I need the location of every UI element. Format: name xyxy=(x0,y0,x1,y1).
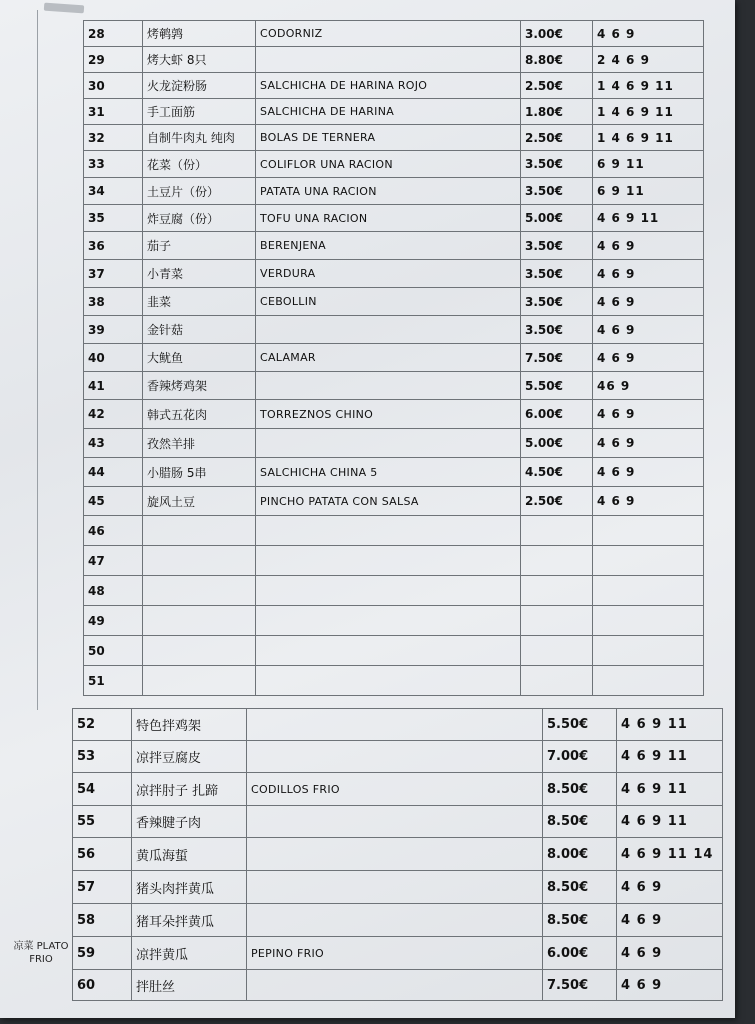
item-number: 28 xyxy=(84,21,143,47)
item-number: 54 xyxy=(73,773,132,806)
item-price: 3.50€ xyxy=(521,316,593,344)
section-label-plato-frio: 凉菜 PLATO FRIO xyxy=(13,941,69,965)
menu-row xyxy=(73,937,723,970)
item-name-chinese: 旋风土豆 xyxy=(143,487,256,516)
item-name-chinese xyxy=(143,636,256,666)
item-name-chinese: 手工面筋 xyxy=(143,99,256,125)
item-days: 1 4 6 9 11 xyxy=(593,73,704,99)
item-number: 31 xyxy=(84,99,143,125)
item-name-spanish: BERENJENA xyxy=(256,232,521,260)
item-name-chinese: 猪耳朵拌黄瓜 xyxy=(132,904,247,937)
item-days: 4 6 9 xyxy=(617,904,723,937)
item-days: 46 9 xyxy=(593,372,704,400)
item-number: 34 xyxy=(84,178,143,205)
item-number: 35 xyxy=(84,205,143,232)
menu-row xyxy=(84,458,704,487)
item-days xyxy=(593,516,704,546)
item-price xyxy=(521,546,593,576)
item-days xyxy=(593,546,704,576)
item-days: 4 6 9 xyxy=(593,260,704,288)
menu-row xyxy=(84,576,704,606)
menu-row xyxy=(73,741,723,773)
item-number: 29 xyxy=(84,47,143,73)
item-price: 8.50€ xyxy=(543,904,617,937)
item-number: 39 xyxy=(84,316,143,344)
item-price: 4.50€ xyxy=(521,458,593,487)
item-price xyxy=(521,516,593,546)
item-number: 56 xyxy=(73,838,132,871)
item-name-spanish: SALCHICHA DE HARINA ROJO xyxy=(256,73,521,99)
item-number: 48 xyxy=(84,576,143,606)
menu-row xyxy=(84,372,704,400)
item-name-spanish xyxy=(247,741,543,773)
menu-row xyxy=(73,806,723,838)
item-name-chinese xyxy=(143,546,256,576)
menu-row xyxy=(84,316,704,344)
item-days: 4 6 9 xyxy=(593,400,704,429)
item-name-spanish: SALCHICHA CHINA 5 xyxy=(256,458,521,487)
item-name-chinese: 香辣烤鸡架 xyxy=(143,372,256,400)
menu-table-hot xyxy=(83,20,704,696)
item-days xyxy=(593,606,704,636)
item-price: 5.50€ xyxy=(521,372,593,400)
item-price: 2.50€ xyxy=(521,125,593,151)
item-number: 42 xyxy=(84,400,143,429)
item-name-spanish xyxy=(256,666,521,696)
item-number: 45 xyxy=(84,487,143,516)
item-days: 4 6 9 11 xyxy=(593,205,704,232)
item-name-chinese xyxy=(143,666,256,696)
menu-row xyxy=(84,205,704,232)
item-number: 40 xyxy=(84,344,143,372)
item-days: 4 6 9 11 xyxy=(617,806,723,838)
item-price xyxy=(521,576,593,606)
item-number: 53 xyxy=(73,741,132,773)
item-name-spanish: CODILLOS FRIO xyxy=(247,773,543,806)
item-price: 3.50€ xyxy=(521,260,593,288)
item-name-spanish: CEBOLLIN xyxy=(256,288,521,316)
item-name-spanish xyxy=(256,429,521,458)
item-days: 4 6 9 xyxy=(593,288,704,316)
menu-row xyxy=(84,73,704,99)
item-days xyxy=(593,666,704,696)
menu-row xyxy=(84,546,704,576)
menu-row xyxy=(84,47,704,73)
item-name-chinese: 炸豆腐（份） xyxy=(143,205,256,232)
item-price xyxy=(521,606,593,636)
item-name-spanish: CODORNIZ xyxy=(256,21,521,47)
item-price: 3.00€ xyxy=(521,21,593,47)
item-name-chinese: 金针菇 xyxy=(143,316,256,344)
menu-row xyxy=(84,666,704,696)
menu-row xyxy=(84,151,704,178)
item-name-chinese: 小青菜 xyxy=(143,260,256,288)
item-name-spanish: VERDURA xyxy=(256,260,521,288)
item-name-chinese xyxy=(143,606,256,636)
menu-row xyxy=(84,516,704,546)
menu-row xyxy=(73,871,723,904)
menu-row xyxy=(84,344,704,372)
item-name-spanish xyxy=(247,806,543,838)
menu-row xyxy=(84,178,704,205)
item-name-chinese: 凉拌豆腐皮 xyxy=(132,741,247,773)
item-days: 4 6 9 xyxy=(593,316,704,344)
item-number: 43 xyxy=(84,429,143,458)
item-days: 4 6 9 xyxy=(593,344,704,372)
item-name-chinese: 花菜（份） xyxy=(143,151,256,178)
item-price xyxy=(521,636,593,666)
item-name-chinese: 烤鹌鹑 xyxy=(143,21,256,47)
menu-row xyxy=(84,288,704,316)
item-days: 4 6 9 xyxy=(617,871,723,904)
item-days: 4 6 9 11 xyxy=(617,741,723,773)
item-name-chinese xyxy=(143,516,256,546)
menu-row xyxy=(73,904,723,937)
menu-table-cold xyxy=(72,708,723,1001)
item-number: 49 xyxy=(84,606,143,636)
item-days: 4 6 9 11 xyxy=(617,709,723,741)
item-name-spanish xyxy=(247,838,543,871)
item-price: 7.50€ xyxy=(543,970,617,1001)
item-number: 57 xyxy=(73,871,132,904)
item-days: 4 6 9 xyxy=(617,970,723,1001)
item-days: 4 6 9 xyxy=(593,232,704,260)
item-name-spanish xyxy=(247,871,543,904)
item-price: 3.50€ xyxy=(521,232,593,260)
item-name-spanish xyxy=(256,47,521,73)
item-name-chinese: 凉拌肘子 扎蹄 xyxy=(132,773,247,806)
item-number: 51 xyxy=(84,666,143,696)
menu-row xyxy=(84,260,704,288)
item-days: 4 6 9 xyxy=(617,937,723,970)
item-name-spanish xyxy=(256,372,521,400)
item-price: 2.50€ xyxy=(521,487,593,516)
item-number: 47 xyxy=(84,546,143,576)
item-days: 6 9 11 xyxy=(593,178,704,205)
menu-row xyxy=(84,232,704,260)
item-name-spanish xyxy=(247,709,543,741)
item-price: 1.80€ xyxy=(521,99,593,125)
item-days xyxy=(593,636,704,666)
item-number: 38 xyxy=(84,288,143,316)
item-name-chinese: 火龙淀粉肠 xyxy=(143,73,256,99)
item-name-chinese: 黄瓜海蜇 xyxy=(132,838,247,871)
item-days: 6 9 11 xyxy=(593,151,704,178)
item-price: 3.50€ xyxy=(521,151,593,178)
item-price: 7.50€ xyxy=(521,344,593,372)
item-days: 4 6 9 xyxy=(593,429,704,458)
item-name-chinese: 茄子 xyxy=(143,232,256,260)
item-price: 5.00€ xyxy=(521,205,593,232)
item-name-spanish: TOFU UNA RACION xyxy=(256,205,521,232)
item-number: 55 xyxy=(73,806,132,838)
paper-clip xyxy=(44,3,84,14)
item-name-chinese: 烤大虾 8只 xyxy=(143,47,256,73)
item-number: 52 xyxy=(73,709,132,741)
item-days: 1 4 6 9 11 xyxy=(593,99,704,125)
item-number: 46 xyxy=(84,516,143,546)
item-price: 2.50€ xyxy=(521,73,593,99)
item-name-spanish: CALAMAR xyxy=(256,344,521,372)
item-name-spanish xyxy=(256,546,521,576)
item-days: 4 6 9 11 14 xyxy=(617,838,723,871)
item-name-spanish: COLIFLOR UNA RACION xyxy=(256,151,521,178)
menu-row xyxy=(84,636,704,666)
item-name-chinese: 自制牛肉丸 纯肉 xyxy=(143,125,256,151)
item-name-spanish: PINCHO PATATA CON SALSA xyxy=(256,487,521,516)
item-name-spanish xyxy=(256,576,521,606)
item-price: 8.80€ xyxy=(521,47,593,73)
item-days: 1 4 6 9 11 xyxy=(593,125,704,151)
item-name-spanish xyxy=(247,970,543,1001)
item-number: 36 xyxy=(84,232,143,260)
item-name-spanish: TORREZNOS CHINO xyxy=(256,400,521,429)
item-name-chinese: 韭菜 xyxy=(143,288,256,316)
item-name-chinese: 凉拌黄瓜 xyxy=(132,937,247,970)
item-price: 5.50€ xyxy=(543,709,617,741)
item-days: 4 6 9 xyxy=(593,21,704,47)
item-name-spanish xyxy=(256,606,521,636)
item-name-chinese: 特色拌鸡架 xyxy=(132,709,247,741)
item-name-spanish: PATATA UNA RACION xyxy=(256,178,521,205)
menu-row xyxy=(73,838,723,871)
item-name-chinese: 香辣腱子肉 xyxy=(132,806,247,838)
item-number: 60 xyxy=(73,970,132,1001)
menu-row xyxy=(84,487,704,516)
item-number: 50 xyxy=(84,636,143,666)
menu-row xyxy=(84,99,704,125)
item-name-spanish xyxy=(247,904,543,937)
item-name-chinese: 土豆片（份） xyxy=(143,178,256,205)
item-name-chinese: 韩式五花肉 xyxy=(143,400,256,429)
item-price: 8.50€ xyxy=(543,871,617,904)
menu-row xyxy=(73,970,723,1001)
item-days: 4 6 9 xyxy=(593,458,704,487)
item-number: 37 xyxy=(84,260,143,288)
menu-row xyxy=(73,709,723,741)
item-number: 32 xyxy=(84,125,143,151)
item-price: 8.50€ xyxy=(543,773,617,806)
menu-row xyxy=(73,773,723,806)
item-days: 4 6 9 xyxy=(593,487,704,516)
item-days: 4 6 9 11 xyxy=(617,773,723,806)
item-name-chinese: 拌肚丝 xyxy=(132,970,247,1001)
item-price: 8.50€ xyxy=(543,806,617,838)
item-name-chinese: 小腊肠 5串 xyxy=(143,458,256,487)
menu-row xyxy=(84,21,704,47)
item-name-spanish xyxy=(256,516,521,546)
item-price: 5.00€ xyxy=(521,429,593,458)
item-name-spanish: BOLAS DE TERNERA xyxy=(256,125,521,151)
item-name-spanish xyxy=(256,636,521,666)
item-price: 6.00€ xyxy=(543,937,617,970)
item-name-chinese: 猪头肉拌黄瓜 xyxy=(132,871,247,904)
item-days xyxy=(593,576,704,606)
item-name-chinese: 孜然羊排 xyxy=(143,429,256,458)
menu-row xyxy=(84,429,704,458)
item-number: 30 xyxy=(84,73,143,99)
item-price xyxy=(521,666,593,696)
menu-row xyxy=(84,400,704,429)
item-days: 2 4 6 9 xyxy=(593,47,704,73)
item-price: 7.00€ xyxy=(543,741,617,773)
item-number: 44 xyxy=(84,458,143,487)
item-price: 8.00€ xyxy=(543,838,617,871)
item-name-spanish xyxy=(256,316,521,344)
item-name-chinese xyxy=(143,576,256,606)
item-price: 6.00€ xyxy=(521,400,593,429)
item-name-spanish: PEPINO FRIO xyxy=(247,937,543,970)
item-price: 3.50€ xyxy=(521,288,593,316)
menu-row xyxy=(84,606,704,636)
item-name-chinese: 大鱿鱼 xyxy=(143,344,256,372)
item-number: 41 xyxy=(84,372,143,400)
margin-line xyxy=(37,10,38,710)
item-number: 33 xyxy=(84,151,143,178)
menu-row xyxy=(84,125,704,151)
item-name-spanish: SALCHICHA DE HARINA xyxy=(256,99,521,125)
item-number: 58 xyxy=(73,904,132,937)
item-price: 3.50€ xyxy=(521,178,593,205)
item-number: 59 xyxy=(73,937,132,970)
